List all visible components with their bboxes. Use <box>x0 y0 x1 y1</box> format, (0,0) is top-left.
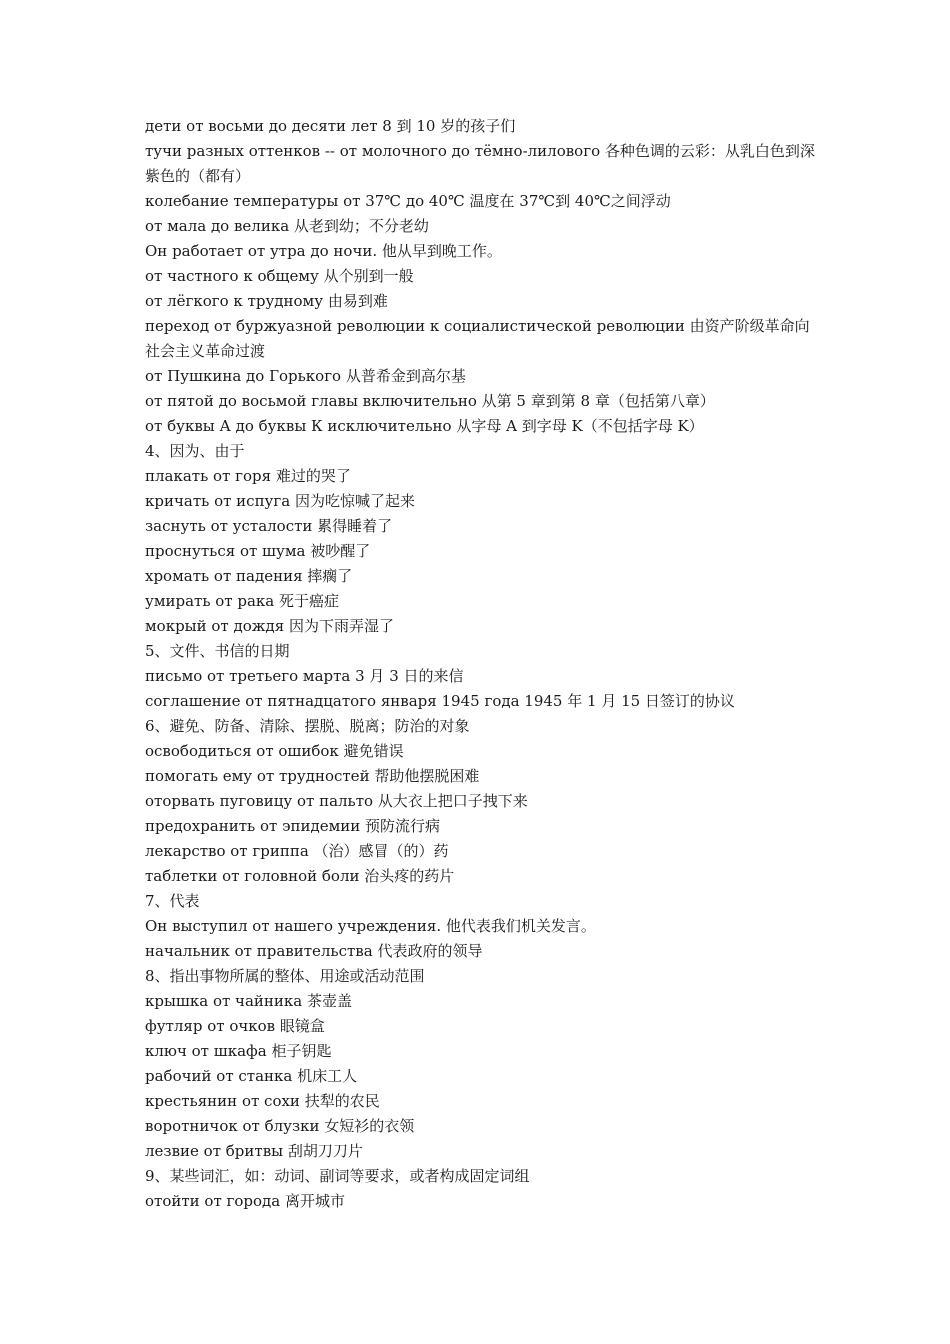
text-line: крестьянин от сохи 扶犁的农民 <box>145 1092 380 1110</box>
text-line: таблетки от головной боли 治头疼的药片 <box>145 867 455 885</box>
text-line: начальник от правительства 代表政府的领导 <box>145 942 483 960</box>
text-line: дети от восьми до десяти лет 8 到 10 岁的孩子们 <box>145 117 516 135</box>
text-line: кричать от испуга 因为吃惊喊了起来 <box>145 492 415 510</box>
text-line: от частного к общему 从个别到一般 <box>145 267 414 285</box>
text-line: Он выступил от нашего учреждения. 他代表我们机关发言。 <box>145 917 596 935</box>
section-heading: 4、因为、由于 <box>145 442 245 460</box>
section-heading: 6、避免、防备、清除、摆脱、脱离；防治的对象 <box>145 717 470 735</box>
text-line: предохранить от эпидемии 预防流行病 <box>145 817 441 835</box>
text-line: футляр от очков 眼镜盒 <box>145 1017 325 1035</box>
text-line: тучи разных оттенков -- от молочного до тёмно-лилового 各种色调的云彩：从乳白色到深紫色的（都有） <box>145 142 815 185</box>
text-line: проснуться от шума 被吵醒了 <box>145 542 371 560</box>
text-line: ключ от шкафа 柜子钥匙 <box>145 1042 332 1060</box>
text-line: переход от буржуазной революции к социалистической революции 由资产阶级革命向社会主义革命过渡 <box>145 317 810 360</box>
text-line: воротничок от блузки 女短衫的衣领 <box>145 1117 415 1135</box>
text-line: от пятой до восьмой главы включительно 从第 5 章到第 8 章（包括第八章） <box>145 392 715 410</box>
section-heading: 5、文件、书信的日期 <box>145 642 290 660</box>
section-heading: 8、指出事物所属的整体、用途或活动范围 <box>145 967 425 985</box>
text-line: умирать от рака 死于癌症 <box>145 592 339 610</box>
text-line: письмо от третьего марта 3 月 3 日的来信 <box>145 667 464 685</box>
text-line: от Пушкина до Горького 从普希金到高尔基 <box>145 367 466 385</box>
section-heading: 9、某些词汇，如：动词、副词等要求，或者构成固定词组 <box>145 1167 530 1185</box>
text-line: колебание температуры от 37℃ до 40℃ 温度在 37℃到 40℃之间浮动 <box>145 192 671 210</box>
text-line: отойти от города 离开城市 <box>145 1192 345 1210</box>
text-line: заснуть от усталости 累得睡着了 <box>145 517 393 535</box>
text-line: помогать ему от трудностей 帮助他摆脱困难 <box>145 767 480 785</box>
text-line: мокрый от дождя 因为下雨弄湿了 <box>145 617 395 635</box>
text-line: освободиться от ошибок 避免错误 <box>145 742 404 760</box>
text-line: от буквы А до буквы К исключительно 从字母 A 到字母 K（不包括字母 K） <box>145 417 704 435</box>
text-line: Он работает от утра до ночи. 他从早到晚工作。 <box>145 242 502 260</box>
document-body <box>145 114 815 1214</box>
text-line: лекарство от гриппа （治）感冒（的）药 <box>145 842 449 860</box>
text-line: оторвать пуговицу от пальто 从大衣上把口子拽下来 <box>145 792 528 810</box>
text-line: лезвие от бритвы 刮胡刀刀片 <box>145 1142 363 1160</box>
text-line: соглашение от пятнадцатого января 1945 года 1945 年 1 月 15 日签订的协议 <box>145 692 735 710</box>
text-line: плакать от горя 难过的哭了 <box>145 467 351 485</box>
text-line: от мала до велика 从老到幼；不分老幼 <box>145 217 429 235</box>
text-line: хромать от падения 摔瘸了 <box>145 567 353 585</box>
text-line: крышка от чайника 茶壶盖 <box>145 992 352 1010</box>
text-line: от лёгкого к трудному 由易到难 <box>145 292 388 310</box>
text-line: рабочий от станка 机床工人 <box>145 1067 358 1085</box>
section-heading: 7、代表 <box>145 892 200 910</box>
